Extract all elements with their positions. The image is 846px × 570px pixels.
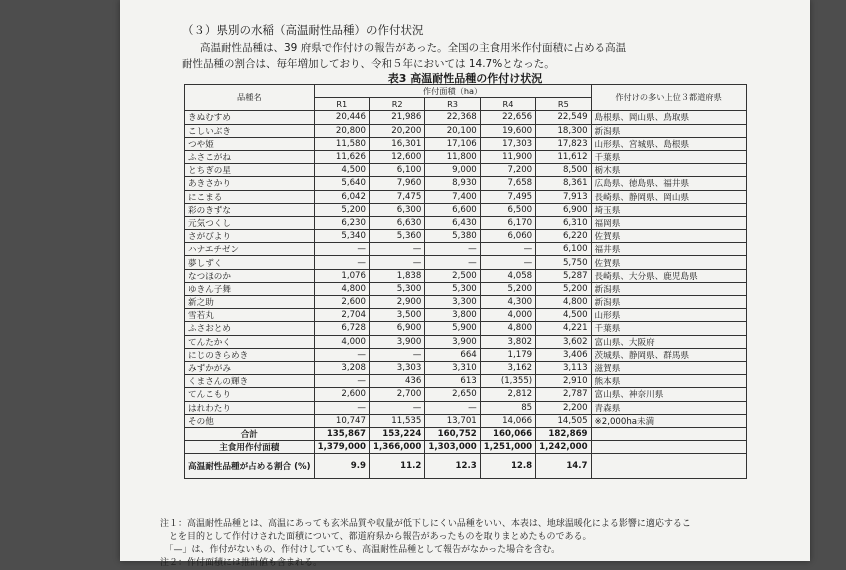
- area-value: 7,658: [480, 177, 535, 190]
- area-value: 5,200: [314, 203, 369, 216]
- variety-name: 夢しずく: [185, 256, 315, 269]
- area-value: 2,787: [536, 388, 591, 401]
- area-value: —: [314, 348, 369, 361]
- variety-name: 元気つくし: [185, 216, 315, 229]
- area-value: 11,580: [314, 137, 369, 150]
- area-value: 6,728: [314, 322, 369, 335]
- area-value: 20,800: [314, 124, 369, 137]
- area-value: 2,200: [536, 401, 591, 414]
- top-prefectures: ※2,000ha未満: [591, 414, 746, 427]
- variety-name: にこまる: [185, 190, 315, 203]
- area-value: —: [314, 401, 369, 414]
- table-row: [185, 296, 747, 309]
- area-value: 6,500: [480, 203, 535, 216]
- top-prefectures: 長崎県、静岡県、岡山県: [591, 190, 746, 203]
- area-value: 17,106: [425, 137, 480, 150]
- area-value: 7,960: [369, 177, 424, 190]
- area-value: —: [314, 256, 369, 269]
- top-prefectures: 長崎県、大分県、鹿児島県: [591, 269, 746, 282]
- top-prefectures: 滋賀県: [591, 361, 746, 374]
- area-value: 2,910: [536, 375, 591, 388]
- prefecture-header: 作付けの多い上位３都道府県: [591, 85, 746, 111]
- footnote-line: とを目的として作付けされた面積について、都道府県から報告があったものを取りまとめたものである。: [160, 532, 592, 542]
- table-row: [185, 177, 747, 190]
- table-row: [185, 335, 747, 348]
- variety-name: こしいぶき: [185, 124, 315, 137]
- area-value: 4,000: [480, 309, 535, 322]
- area-value: —: [369, 401, 424, 414]
- area-value: 2,900: [369, 296, 424, 309]
- table-row: [185, 388, 747, 401]
- area-value: 14,505: [536, 414, 591, 427]
- area-value: 1,251,000: [480, 441, 535, 454]
- area-value: 3,500: [369, 309, 424, 322]
- area-value: —: [480, 256, 535, 269]
- area-value: 11,535: [369, 414, 424, 427]
- area-value: 18,300: [536, 124, 591, 137]
- area-value: 20,200: [369, 124, 424, 137]
- area-value: 21,986: [369, 111, 424, 124]
- table-row: [185, 269, 747, 282]
- area-value: 7,475: [369, 190, 424, 203]
- area-value: 1,366,000: [369, 441, 424, 454]
- variety-name: あきさかり: [185, 177, 315, 190]
- section-heading: （３）県別の水稲（高温耐性品種）の作付状況: [182, 23, 424, 37]
- variety-name: つや姫: [185, 137, 315, 150]
- area-value: 11,900: [480, 150, 535, 163]
- footnote-line: 「—」は、作付がないもの、作付けしていても、高温耐性品種として報告がなかった場合を含む。: [160, 545, 561, 555]
- area-value: —: [314, 243, 369, 256]
- area-value: 3,900: [369, 335, 424, 348]
- area-value: 22,656: [480, 111, 535, 124]
- area-value: 8,930: [425, 177, 480, 190]
- area-value: 6,900: [536, 203, 591, 216]
- area-value: 4,800: [480, 322, 535, 335]
- area-value: 7,913: [536, 190, 591, 203]
- table-row: [185, 190, 747, 203]
- area-value: 6,100: [369, 164, 424, 177]
- table-row: [185, 150, 747, 163]
- area-value: —: [369, 243, 424, 256]
- area-value: 3,406: [536, 348, 591, 361]
- table-row: [185, 124, 747, 137]
- area-value: 6,100: [536, 243, 591, 256]
- table-row: [185, 203, 747, 216]
- area-value: 17,303: [480, 137, 535, 150]
- variety-name: はれわたり: [185, 401, 315, 414]
- variety-name: 合計: [185, 427, 315, 440]
- area-value: —: [369, 348, 424, 361]
- area-value: 664: [425, 348, 480, 361]
- top-prefectures: 富山県、神奈川県: [591, 388, 746, 401]
- area-value: 5,300: [369, 282, 424, 295]
- year-header: R2: [369, 98, 424, 111]
- area-value: —: [425, 401, 480, 414]
- area-value: 613: [425, 375, 480, 388]
- table-row: [185, 348, 747, 361]
- table-row: [185, 375, 747, 388]
- top-prefectures: 広島県、徳島県、福井県: [591, 177, 746, 190]
- area-value: 3,162: [480, 361, 535, 374]
- area-value: 19,600: [480, 124, 535, 137]
- area-value: 17,823: [536, 137, 591, 150]
- variety-name: ゆきん子舞: [185, 282, 315, 295]
- intro-line: 高温耐性品種は、39 府県で作付けの報告があった。全国の主食用米作付面積に占める高温: [200, 42, 627, 54]
- area-value: 5,380: [425, 230, 480, 243]
- year-header: R1: [314, 98, 369, 111]
- table-row: [185, 256, 747, 269]
- area-value: 5,200: [536, 282, 591, 295]
- table-row: [185, 137, 747, 150]
- area-value: 6,042: [314, 190, 369, 203]
- variety-name: ハナエチゼン: [185, 243, 315, 256]
- area-value: 5,900: [425, 322, 480, 335]
- area-value: 3,900: [425, 335, 480, 348]
- area-value: 6,300: [369, 203, 424, 216]
- variety-name: てんこもり: [185, 388, 315, 401]
- rice-variety-table: [184, 84, 747, 479]
- area-value: —: [425, 243, 480, 256]
- area-value: 8,500: [536, 164, 591, 177]
- variety-name: 主食用作付面積: [185, 441, 315, 454]
- area-value: 7,200: [480, 164, 535, 177]
- intro-paragraph: [182, 40, 800, 72]
- area-value: 12.3: [425, 454, 480, 479]
- area-value: 6,630: [369, 216, 424, 229]
- area-value: 4,800: [536, 296, 591, 309]
- area-value: 10,747: [314, 414, 369, 427]
- area-value: 4,221: [536, 322, 591, 335]
- area-value: 2,600: [314, 296, 369, 309]
- table-row: [185, 401, 747, 414]
- area-value: 3,602: [536, 335, 591, 348]
- area-value: 4,800: [314, 282, 369, 295]
- variety-name: きぬむすめ: [185, 111, 315, 124]
- area-value: 7,400: [425, 190, 480, 203]
- area-value: —: [480, 243, 535, 256]
- top-prefectures: 栃木県: [591, 164, 746, 177]
- area-value: 3,800: [425, 309, 480, 322]
- table-row: [185, 322, 747, 335]
- area-value: 5,200: [480, 282, 535, 295]
- table-row: [185, 441, 747, 454]
- area-value: 5,640: [314, 177, 369, 190]
- area-value: 5,300: [425, 282, 480, 295]
- top-prefectures: 埼玉県: [591, 203, 746, 216]
- top-prefectures: [591, 441, 746, 454]
- top-prefectures: 富山県、大阪府: [591, 335, 746, 348]
- area-value: 22,368: [425, 111, 480, 124]
- top-prefectures: 新潟県: [591, 124, 746, 137]
- area-value: 4,300: [480, 296, 535, 309]
- area-value: 3,310: [425, 361, 480, 374]
- area-value: 6,060: [480, 230, 535, 243]
- variety-name: くまさんの輝き: [185, 375, 315, 388]
- area-value: 11,800: [425, 150, 480, 163]
- area-value: 4,500: [536, 309, 591, 322]
- table-row: [185, 164, 747, 177]
- area-value: 85: [480, 401, 535, 414]
- area-value: 20,100: [425, 124, 480, 137]
- document-page: [120, 0, 810, 568]
- variety-name: さがびより: [185, 230, 315, 243]
- area-value: —: [425, 256, 480, 269]
- top-prefectures: 新潟県: [591, 282, 746, 295]
- area-value: 9.9: [314, 454, 369, 479]
- area-value: 6,430: [425, 216, 480, 229]
- variety-name: てんたかく: [185, 335, 315, 348]
- area-value: 1,838: [369, 269, 424, 282]
- area-value: 8,361: [536, 177, 591, 190]
- table-row: [185, 111, 747, 124]
- area-value: 2,812: [480, 388, 535, 401]
- area-value: 436: [369, 375, 424, 388]
- variety-name: にじのきらめき: [185, 348, 315, 361]
- top-prefectures: 佐賀県: [591, 256, 746, 269]
- intro-line: 耐性品種の割合は、毎年増加しており、令和５年においては 14.7%となった。: [182, 58, 555, 70]
- variety-name: ふさおとめ: [185, 322, 315, 335]
- area-value: 2,704: [314, 309, 369, 322]
- area-value: —: [314, 375, 369, 388]
- footnote-line: 注２：作付面積には推計値も含まれる。: [160, 558, 323, 568]
- area-value: 160,752: [425, 427, 480, 440]
- top-prefectures: 島根県、岡山県、鳥取県: [591, 111, 746, 124]
- area-value: 2,700: [369, 388, 424, 401]
- area-value: 1,076: [314, 269, 369, 282]
- variety-name: なつほのか: [185, 269, 315, 282]
- area-value: 16,301: [369, 137, 424, 150]
- area-value: 20,446: [314, 111, 369, 124]
- top-prefectures: 山形県、宮城県、島根県: [591, 137, 746, 150]
- area-value: 14.7: [536, 454, 591, 479]
- area-value: 3,802: [480, 335, 535, 348]
- area-value: —: [369, 256, 424, 269]
- area-value: 5,287: [536, 269, 591, 282]
- variety-name: とちぎの星: [185, 164, 315, 177]
- area-value: (1,355): [480, 375, 535, 388]
- area-value: 6,220: [536, 230, 591, 243]
- area-value: 4,000: [314, 335, 369, 348]
- footnote-line: 注１：高温耐性品種とは、高温にあっても玄米品質や収量が低下しにくい品種をいい、本表は、地球温暖化による影響に適応するこ: [160, 519, 691, 529]
- top-prefectures: 茨城県、静岡県、群馬県: [591, 348, 746, 361]
- area-value: 3,303: [369, 361, 424, 374]
- area-value: 6,170: [480, 216, 535, 229]
- area-value: 14,066: [480, 414, 535, 427]
- area-value: 1,379,000: [314, 441, 369, 454]
- area-value: 11,626: [314, 150, 369, 163]
- area-value: 160,066: [480, 427, 535, 440]
- top-prefectures: 佐賀県: [591, 230, 746, 243]
- area-value: 9,000: [425, 164, 480, 177]
- table-title: 表3 高温耐性品種の作付け状況: [387, 72, 543, 85]
- area-value: 1,179: [480, 348, 535, 361]
- area-value: 135,867: [314, 427, 369, 440]
- area-value: 5,340: [314, 230, 369, 243]
- year-header: R4: [480, 98, 535, 111]
- variety-name: 高温耐性品種が占める割合 (%): [185, 454, 315, 479]
- table-row: [185, 427, 747, 440]
- table-row: [185, 414, 747, 427]
- top-prefectures: 千葉県: [591, 322, 746, 335]
- top-prefectures: 福岡県: [591, 216, 746, 229]
- area-header: 作付面積（ha）: [314, 85, 591, 98]
- area-value: 4,500: [314, 164, 369, 177]
- year-header: R3: [425, 98, 480, 111]
- variety-name: 彩のきずな: [185, 203, 315, 216]
- area-value: 4,058: [480, 269, 535, 282]
- top-prefectures: 青森県: [591, 401, 746, 414]
- area-value: 6,310: [536, 216, 591, 229]
- area-value: 2,600: [314, 388, 369, 401]
- table-row: [185, 282, 747, 295]
- area-value: 12.8: [480, 454, 535, 479]
- area-value: 2,500: [425, 269, 480, 282]
- table-row: [185, 361, 747, 374]
- table-row: [185, 243, 747, 256]
- variety-name: 新之助: [185, 296, 315, 309]
- area-value: 3,300: [425, 296, 480, 309]
- top-prefectures: 熊本県: [591, 375, 746, 388]
- table-row: [185, 309, 747, 322]
- area-value: 5,750: [536, 256, 591, 269]
- table-row: [185, 216, 747, 229]
- table-row: [185, 230, 747, 243]
- area-value: 7,495: [480, 190, 535, 203]
- area-value: 5,360: [369, 230, 424, 243]
- variety-name: 雪若丸: [185, 309, 315, 322]
- area-value: 3,113: [536, 361, 591, 374]
- area-value: 11.2: [369, 454, 424, 479]
- area-value: 1,242,000: [536, 441, 591, 454]
- area-value: 22,549: [536, 111, 591, 124]
- top-prefectures: 新潟県: [591, 296, 746, 309]
- top-prefectures: 千葉県: [591, 150, 746, 163]
- area-value: 1,303,000: [425, 441, 480, 454]
- area-value: 2,650: [425, 388, 480, 401]
- area-value: 6,600: [425, 203, 480, 216]
- variety-name: ふさこがね: [185, 150, 315, 163]
- year-header: R5: [536, 98, 591, 111]
- top-prefectures: 福井県: [591, 243, 746, 256]
- variety-name: その他: [185, 414, 315, 427]
- area-value: 182,869: [536, 427, 591, 440]
- area-value: 3,208: [314, 361, 369, 374]
- variety-header: 品種名: [185, 85, 315, 111]
- area-value: 153,224: [369, 427, 424, 440]
- area-value: 11,612: [536, 150, 591, 163]
- top-prefectures: [591, 454, 746, 479]
- top-prefectures: 山形県: [591, 309, 746, 322]
- table-row: [185, 454, 747, 479]
- footnotes: [160, 518, 800, 570]
- top-prefectures: [591, 427, 746, 440]
- variety-name: みずかがみ: [185, 361, 315, 374]
- area-value: 6,900: [369, 322, 424, 335]
- area-value: 12,600: [369, 150, 424, 163]
- area-value: 13,701: [425, 414, 480, 427]
- area-value: 6,230: [314, 216, 369, 229]
